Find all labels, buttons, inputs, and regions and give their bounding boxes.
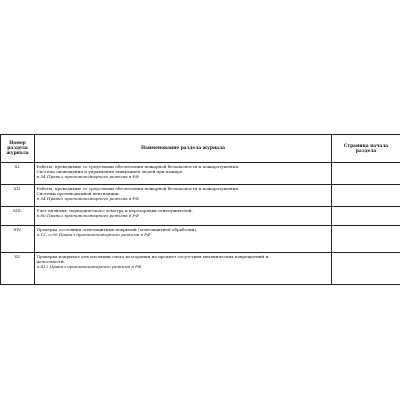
row-start-page bbox=[332, 163, 400, 185]
row-reference: п.13, п.90 Правил противопожарного режима в РФ bbox=[36, 231, 151, 237]
row-section-name bbox=[35, 226, 332, 253]
row-number: XIV. bbox=[1, 226, 35, 253]
row-section-name bbox=[35, 185, 332, 207]
header-section-number: Номер раздела журнала bbox=[1, 135, 35, 163]
row-reference: п.54 Правил противопожарного режима в РФ bbox=[36, 173, 139, 179]
row-text-line: Учет наличия, периодического осмотра и перезарядки огнетушителей. bbox=[36, 207, 193, 213]
table-row bbox=[1, 185, 400, 207]
row-text-line: целостности. bbox=[36, 258, 65, 264]
header-section-name: Наименование раздела журнала bbox=[35, 135, 332, 163]
row-text-line: Проверка состояния огнезащитных покрытий (огнезащитной обработки). bbox=[36, 226, 198, 232]
row-section-name bbox=[35, 163, 332, 185]
row-reference: п.54 Правил противопожарного режима в РФ bbox=[36, 195, 139, 201]
row-section-name bbox=[35, 207, 332, 226]
table-row bbox=[1, 253, 400, 285]
row-reference: п.60 Правил противопожарного режима в РФ bbox=[36, 212, 139, 218]
row-reference: п.412 Правил противопожарного режима в РФ bbox=[36, 263, 142, 269]
row-start-page bbox=[332, 253, 400, 285]
table-row bbox=[1, 163, 400, 185]
row-text-line: Работы, проводимые со средствами обеспечения пожарной безопасности и пожаротушения. bbox=[36, 185, 240, 191]
row-start-page bbox=[332, 185, 400, 207]
row-number: XV. bbox=[1, 253, 35, 285]
header-start-page: Страница начала раздела bbox=[332, 135, 400, 163]
row-start-page bbox=[332, 207, 400, 226]
row-text-line: Работы, проводимые со средствами обеспечения пожарной безопасности и пожаротушения. bbox=[36, 163, 240, 169]
table-row bbox=[1, 226, 400, 253]
row-number: XII. bbox=[1, 185, 35, 207]
row-text-line: Системы противодымной вентиляции. bbox=[36, 190, 120, 196]
journal-sections-table bbox=[0, 134, 400, 285]
row-section-name bbox=[35, 253, 332, 285]
row-number: XI. bbox=[1, 163, 35, 185]
row-start-page bbox=[332, 226, 400, 253]
table-header-row bbox=[1, 135, 400, 163]
row-number: XIII. bbox=[1, 207, 35, 226]
row-text-line: Проверка покрывал для изоляции очага возгорания на предмет отсутствия механических повреждений и bbox=[36, 253, 269, 259]
table-row bbox=[1, 207, 400, 226]
row-text-line: Система оповещения и управления эвакуацией людей при пожаре. bbox=[36, 168, 184, 174]
